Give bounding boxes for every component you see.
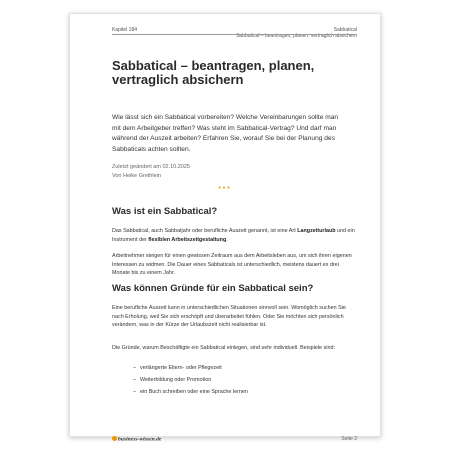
section2-paragraph-2: Die Gründe, warum Beschäftigte ein Sabbatical einlegen, sind sehr individuell. Beispiele sind: bbox=[112, 345, 335, 351]
section2-paragraph-1: Eine berufliche Auszeit kann in unterschiedlichen Situationen sinnvoll sein. Womöglich suchen Sie nach Erholung, weil Sie sich erschöpft und überarbeitet fühlen. Oder Sie möchten sich persönlich verändern, was in der Kürze der Urlaubszeit nicht realisierbar ist. bbox=[112, 305, 346, 329]
header-divider bbox=[112, 34, 357, 35]
title-line-1: Sabbatical – beantragen, planen, bbox=[112, 58, 315, 73]
bold-langzeiturlaub: Langzeiturlaub bbox=[297, 228, 336, 234]
author-line: Von Heike Grethlein bbox=[112, 173, 161, 179]
document-page bbox=[69, 13, 381, 443]
page-number: Seite 2 bbox=[341, 436, 357, 442]
logo-dot-icon bbox=[112, 436, 117, 441]
section-separator: ••• bbox=[218, 185, 232, 192]
section1-paragraph-2: Arbeitnehmer steigen für einen gewissen Zeitraum aus dem Arbeitsleben aus, um sich ihren eigenen Interessen zu widmen. Die Dauer eines Sabbaticals ist unterschiedlich, meistens dauert es drei Monate bis zu einem Jahr. bbox=[112, 253, 352, 277]
updated-date: Zuletzt geändert am 02.10.2025 bbox=[112, 164, 190, 170]
section-heading-what-is: Was ist ein Sabbatical? bbox=[112, 206, 218, 217]
list-item: – verlängerte Eltern- oder Pflegezeit bbox=[133, 365, 222, 371]
title-line-2: vertraglich absichern bbox=[112, 72, 244, 87]
running-header bbox=[236, 27, 357, 39]
chapter-label: Kapitel 184 bbox=[112, 27, 138, 33]
section-heading-reasons: Was können Gründe für ein Sabbatical sein? bbox=[112, 283, 314, 294]
page-title bbox=[112, 59, 332, 87]
running-header-title: Sabbatical bbox=[333, 27, 357, 33]
list-item: – Weiterbildung oder Promotion bbox=[133, 377, 212, 383]
bold-arbeitszeitgestaltung: flexiblen Arbeitszeitgestaltung bbox=[148, 236, 227, 243]
footer-logo: business-wissen.de bbox=[112, 436, 161, 443]
lead-paragraph: Wie lässt sich ein Sabbatical vorbereiten? Welche Vereinbarungen sollte man mit dem Arbeitgeber treffen? Was steht im Sabbatical-Vertrag? Und darf man während der Auszeit arbeiten? Erfahren Sie, worauf Sie bei der Planung des Sabbaticals achten sollten. bbox=[112, 114, 339, 153]
section1-paragraph-1: Das Sabbatical, auch Sabbatjahr oder berufliche Auszeit genannt, ist eine Art Langzeiturlaub und ein Instrument der flexiblen Arbeitszeitgestaltung. bbox=[112, 228, 355, 243]
running-header-subtitle: Sabbatical – beantragen, planen, vertraglich absichern bbox=[236, 33, 357, 39]
list-item: – ein Buch schreiben oder eine Sprache lernen bbox=[133, 389, 248, 395]
